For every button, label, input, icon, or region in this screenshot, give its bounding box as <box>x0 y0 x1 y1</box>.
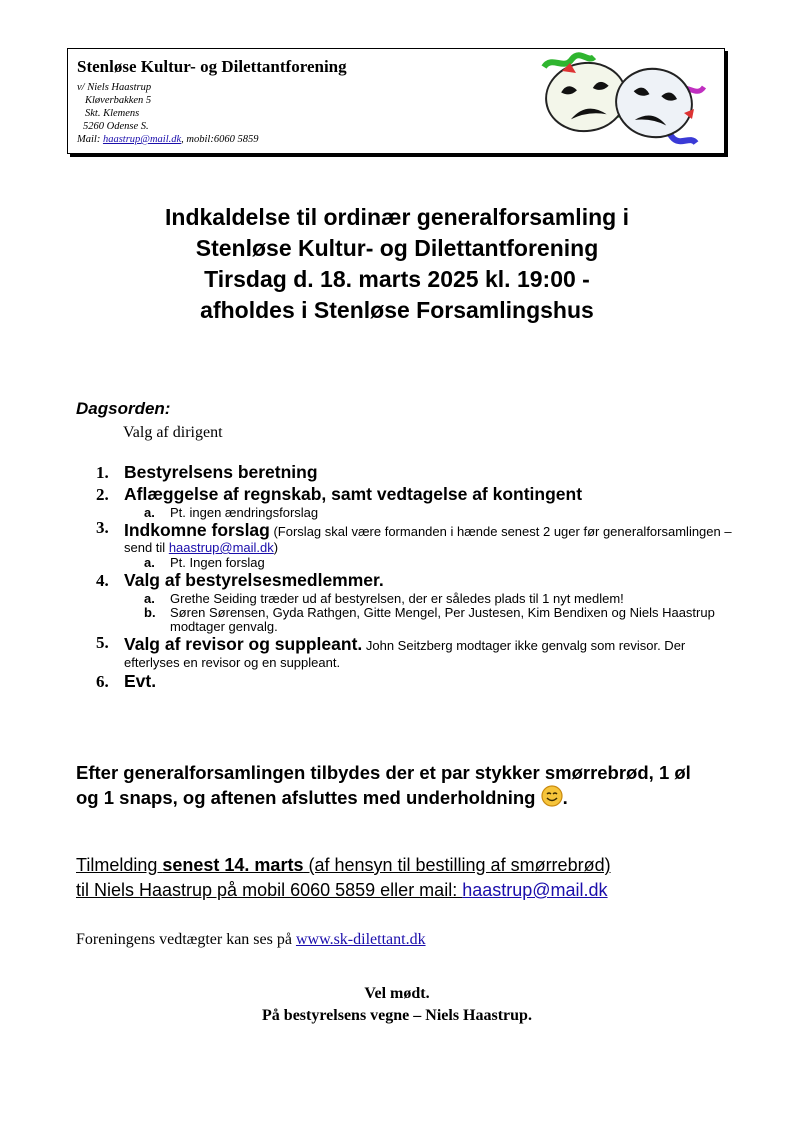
item-title: Valg af revisor og suppleant. <box>124 634 363 654</box>
closing-line: Vel mødt. <box>364 985 430 1002</box>
after-meeting-text <box>76 760 716 810</box>
agenda-list <box>96 462 736 693</box>
item-title: Valg af bestyrelsesmedlemmer. <box>124 570 384 590</box>
agenda-heading: Dagsorden: <box>76 399 171 418</box>
address-block <box>77 81 258 146</box>
title-line: afholdes i Stenløse Forsamlingshus <box>200 297 594 323</box>
item-title: Indkomne forslag <box>124 520 270 540</box>
item-note: John Seitzberg modtager ikke genvalg som revisor. Der efterlyses en revisor og en suppleant. <box>124 638 686 670</box>
item-title: Bestyrelsens beretning <box>124 462 318 482</box>
signup-deadline: senest 14. marts <box>162 855 304 875</box>
item-note: (Forslag skal være formanden i hænde senest 2 uger før generalforsamlingen – send til <box>124 524 732 555</box>
sub-text: Grethe Seiding træder ud af bestyrelsen, der er således plads til 1 nyt medlem! <box>170 591 624 606</box>
item-note-end: ) <box>273 540 279 555</box>
address-line: v/ Niels Haastrup <box>77 82 152 93</box>
email-link[interactable]: haastrup@mail.dk <box>168 540 274 555</box>
letterhead <box>67 48 725 154</box>
agenda-item <box>96 671 736 693</box>
sub-item <box>124 606 736 634</box>
bylaws-text <box>76 931 426 949</box>
signup-part1: Tilmelding <box>76 855 163 875</box>
title-line: Tirsdag d. 18. marts 2025 kl. 19:00 - <box>204 266 590 292</box>
address-line: 5260 Odense S. <box>83 121 149 132</box>
website-link[interactable]: www.sk-dilettant.dk <box>295 931 426 948</box>
sub-item <box>124 592 736 606</box>
mobile-text: , mobil:6060 5859 <box>181 134 259 145</box>
mail-label: Mail: <box>77 134 103 145</box>
agenda-item <box>96 462 736 484</box>
contact-line <box>77 133 258 146</box>
title-line: Indkaldelse til ordinær generalforsamling i <box>165 204 629 230</box>
signup-email-link[interactable]: haastrup@mail.dk <box>462 880 608 900</box>
after-end: . <box>562 787 568 808</box>
agenda-pre-item: Valg af dirigent <box>123 424 223 441</box>
org-name: Stenløse Kultur- og Dilettantforening <box>77 57 347 76</box>
sub-letter: b. <box>144 605 156 620</box>
sub-letter: a. <box>144 591 155 606</box>
agenda-item <box>96 484 736 520</box>
sub-item <box>124 556 736 570</box>
mail-link[interactable]: haastrup@mail.dk <box>102 134 182 145</box>
item-number: 1. <box>96 463 109 482</box>
signup-part3: til Niels Haastrup på mobil 6060 5859 eller mail: <box>76 880 463 900</box>
sub-letter: a. <box>144 555 155 570</box>
after-text: Efter generalforsamlingen tilbydes der et par stykker smørrebrød, 1 øl og 1 snaps, og aftenen afsluttes med underholdning <box>76 762 691 808</box>
item-number: 6. <box>96 672 109 691</box>
meeting-title <box>0 202 794 326</box>
sub-text: Søren Sørensen, Gyda Rathgen, Gitte Mengel, Per Justesen, Kim Bendixen og Niels Haastrup modtager genvalg. <box>170 605 715 634</box>
closing <box>0 983 794 1027</box>
sub-text: Pt. ingen ændringsforslag <box>170 505 319 520</box>
signup-text <box>76 853 611 903</box>
signup-part2: (af hensyn til bestilling af smørrebrød) <box>303 855 611 875</box>
agenda-item <box>96 520 736 570</box>
item-number: 5. <box>96 633 109 652</box>
agenda-item <box>96 634 736 671</box>
item-number: 2. <box>96 485 109 504</box>
address-line: Skt. Klemens <box>85 108 140 119</box>
sub-letter: a. <box>144 505 155 520</box>
signature-line: På bestyrelsens vegne – Niels Haastrup. <box>262 1007 532 1024</box>
theater-masks-icon <box>536 51 708 149</box>
address-line: Kløverbakken 5 <box>85 95 152 106</box>
sub-text: Pt. Ingen forslag <box>170 555 265 570</box>
bylaws-label: Foreningens vedtægter kan ses på <box>76 931 296 948</box>
item-title: Aflæggelse af regnskab, samt vedtagelse af kontingent <box>124 484 583 504</box>
title-line: Stenløse Kultur- og Dilettantforening <box>195 235 599 261</box>
smiley-face-icon <box>541 785 563 807</box>
agenda-item <box>96 570 736 634</box>
item-number: 4. <box>96 571 109 590</box>
sub-item <box>124 506 736 520</box>
item-title: Evt. <box>124 671 157 691</box>
item-number: 3. <box>96 518 109 537</box>
